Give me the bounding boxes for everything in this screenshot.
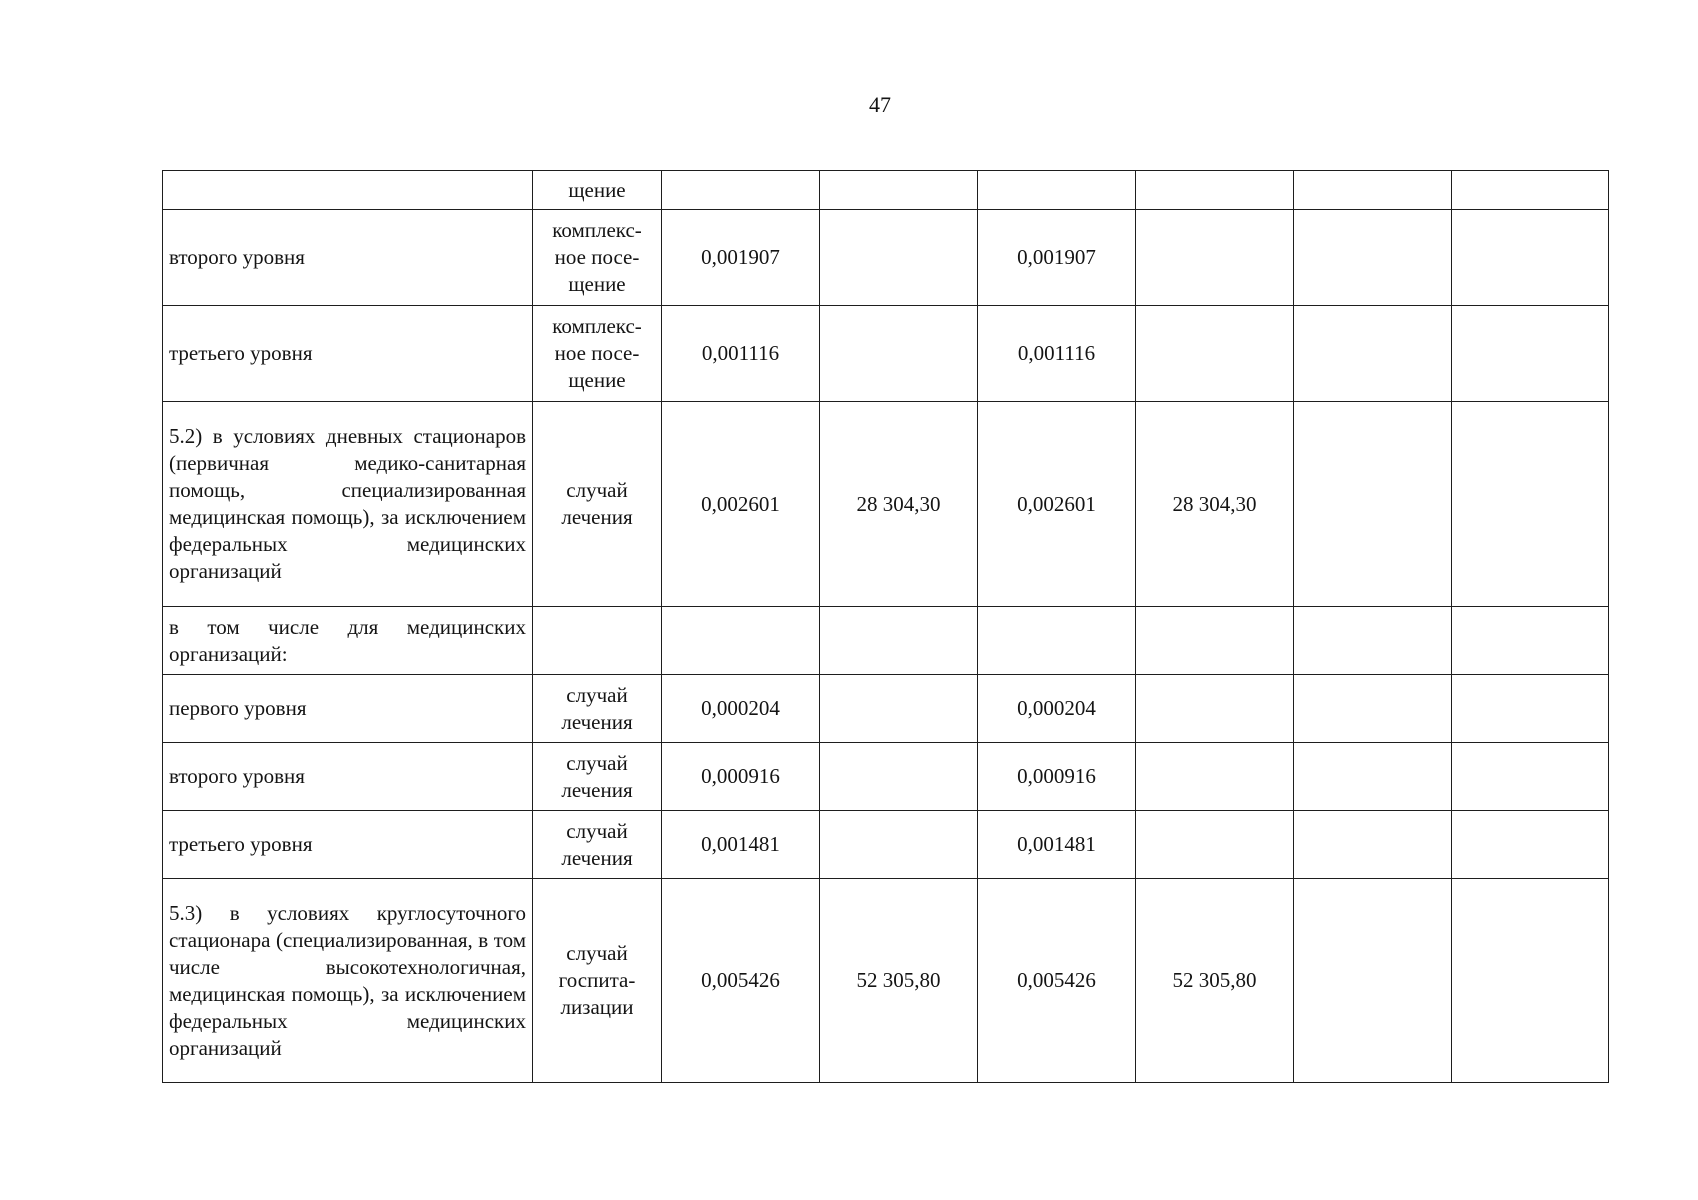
value-cell bbox=[820, 743, 978, 811]
row-label: 5.2) в условиях дневных стационаров (первичная медико-санитарная помощь, специализированная медицинская помощь), за исключением федеральных медицинских организаций bbox=[163, 402, 533, 607]
value-cell bbox=[1294, 210, 1452, 306]
row-label: третьего уровня bbox=[163, 306, 533, 402]
value-cell bbox=[1294, 675, 1452, 743]
value-cell: 0,000916 bbox=[662, 743, 820, 811]
unit-cell bbox=[533, 607, 662, 675]
table-row bbox=[163, 171, 1609, 210]
value-cell bbox=[1136, 306, 1294, 402]
value-cell bbox=[1136, 607, 1294, 675]
value-cell bbox=[1452, 743, 1609, 811]
value-cell: 0,000916 bbox=[978, 743, 1136, 811]
row-label: 5.3) в условиях круглосуточного стационара (специализированная, в том числе высокотехнологичная, медицинская помощь), за исключением федеральных медицинских организаций bbox=[163, 879, 533, 1083]
table-row bbox=[163, 607, 1609, 675]
unit-cell: случай лечения bbox=[533, 402, 662, 607]
value-cell bbox=[1452, 879, 1609, 1083]
unit-cell: случай госпита-лизации bbox=[533, 879, 662, 1083]
value-cell: 0,005426 bbox=[662, 879, 820, 1083]
value-cell: 0,000204 bbox=[662, 675, 820, 743]
table-row bbox=[163, 743, 1609, 811]
row-label bbox=[163, 171, 533, 210]
unit-cell: случай лечения bbox=[533, 675, 662, 743]
value-cell: 0,001116 bbox=[978, 306, 1136, 402]
row-label: в том числе для медицинских организаций: bbox=[163, 607, 533, 675]
table-row bbox=[163, 675, 1609, 743]
value-cell: 0,001481 bbox=[978, 811, 1136, 879]
value-cell: 0,005426 bbox=[978, 879, 1136, 1083]
unit-cell: щение bbox=[533, 171, 662, 210]
value-cell bbox=[820, 306, 978, 402]
value-cell: 28 304,30 bbox=[1136, 402, 1294, 607]
value-cell bbox=[662, 607, 820, 675]
value-cell bbox=[1136, 743, 1294, 811]
page-number: 47 bbox=[869, 92, 891, 117]
value-cell bbox=[1452, 607, 1609, 675]
value-cell bbox=[1452, 210, 1609, 306]
value-cell: 0,002601 bbox=[662, 402, 820, 607]
value-cell bbox=[1452, 402, 1609, 607]
value-cell: 0,001481 bbox=[662, 811, 820, 879]
table-row bbox=[163, 811, 1609, 879]
value-cell bbox=[1294, 171, 1452, 210]
data-table bbox=[162, 170, 1609, 1083]
value-cell: 52 305,80 bbox=[1136, 879, 1294, 1083]
value-cell bbox=[820, 210, 978, 306]
unit-cell: случай лечения bbox=[533, 743, 662, 811]
value-cell bbox=[662, 171, 820, 210]
value-cell: 28 304,30 bbox=[820, 402, 978, 607]
value-cell bbox=[1294, 306, 1452, 402]
unit-cell: комплекс-ное посе-щение bbox=[533, 210, 662, 306]
value-cell bbox=[1452, 811, 1609, 879]
row-label: третьего уровня bbox=[163, 811, 533, 879]
value-cell bbox=[1136, 210, 1294, 306]
table-body bbox=[163, 171, 1609, 1083]
value-cell bbox=[1452, 306, 1609, 402]
value-cell bbox=[820, 171, 978, 210]
table-row bbox=[163, 402, 1609, 607]
value-cell bbox=[1452, 675, 1609, 743]
value-cell bbox=[978, 171, 1136, 210]
value-cell bbox=[1294, 743, 1452, 811]
value-cell bbox=[1294, 811, 1452, 879]
value-cell bbox=[820, 607, 978, 675]
value-cell bbox=[1136, 675, 1294, 743]
value-cell: 0,001907 bbox=[662, 210, 820, 306]
row-label: первого уровня bbox=[163, 675, 533, 743]
value-cell bbox=[1136, 171, 1294, 210]
value-cell bbox=[1452, 171, 1609, 210]
unit-cell: комплекс-ное посе-щение bbox=[533, 306, 662, 402]
value-cell: 0,001907 bbox=[978, 210, 1136, 306]
value-cell bbox=[1294, 402, 1452, 607]
value-cell: 0,002601 bbox=[978, 402, 1136, 607]
table-row bbox=[163, 306, 1609, 402]
row-label: второго уровня bbox=[163, 743, 533, 811]
value-cell bbox=[820, 675, 978, 743]
value-cell: 0,001116 bbox=[662, 306, 820, 402]
value-cell bbox=[820, 811, 978, 879]
table-row bbox=[163, 210, 1609, 306]
row-label: второго уровня bbox=[163, 210, 533, 306]
value-cell: 0,000204 bbox=[978, 675, 1136, 743]
table-row bbox=[163, 879, 1609, 1083]
unit-cell: случай лечения bbox=[533, 811, 662, 879]
value-cell bbox=[978, 607, 1136, 675]
value-cell bbox=[1294, 879, 1452, 1083]
value-cell bbox=[1136, 811, 1294, 879]
value-cell: 52 305,80 bbox=[820, 879, 978, 1083]
value-cell bbox=[1294, 607, 1452, 675]
